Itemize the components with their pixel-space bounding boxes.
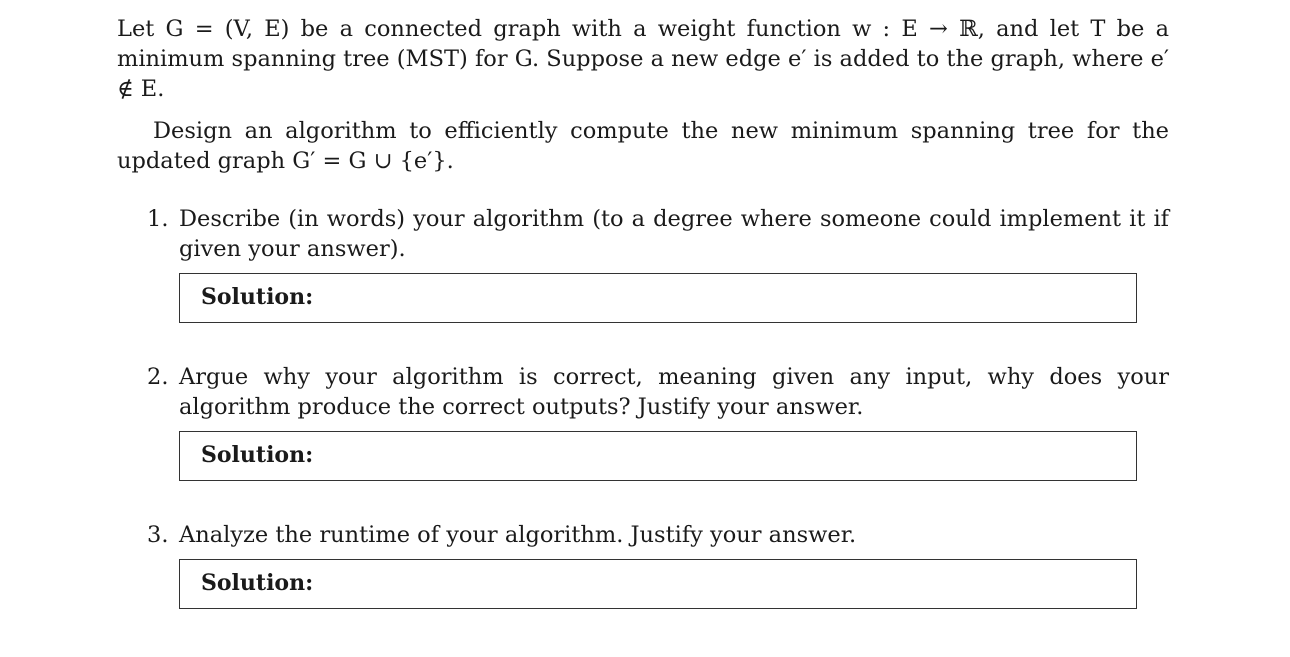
problem-number: 2. [147, 364, 169, 390]
problem-text: Describe (in words) your algorithm (to a degree where someone could implement it if given your answer). [179, 206, 1169, 262]
problem-item [117, 362, 1169, 481]
solution-box [179, 431, 1137, 481]
problem-text: Analyze the runtime of your algorithm. Justify your answer. [179, 522, 857, 548]
intro-paragraph-1: Let G = (V, E) be a connected graph with a weight function w : E → ℝ, and let T be a minimum spanning tree (MST) for G. Suppose a new edge e′ is added to the graph, where e′ ∉ E. [117, 16, 1169, 102]
problem-text: Argue why your algorithm is correct, meaning given any input, why does your algorithm produce the correct outputs? Justify your answer. [179, 364, 1169, 420]
solution-box [179, 273, 1137, 323]
solution-box [179, 559, 1137, 609]
problem-item [117, 204, 1169, 323]
document-page [117, 14, 1169, 648]
solution-label: Solution: [201, 570, 314, 596]
problem-item [117, 520, 1169, 609]
intro-paragraph-2: Design an algorithm to efficiently compute the new minimum spanning tree for the updated graph G′ = G ∪ {e′}. [117, 118, 1169, 174]
solution-label: Solution: [201, 284, 314, 310]
problem-number: 1. [147, 206, 169, 232]
problem-list [117, 204, 1169, 609]
solution-label: Solution: [201, 442, 314, 468]
problem-number: 3. [147, 522, 169, 548]
